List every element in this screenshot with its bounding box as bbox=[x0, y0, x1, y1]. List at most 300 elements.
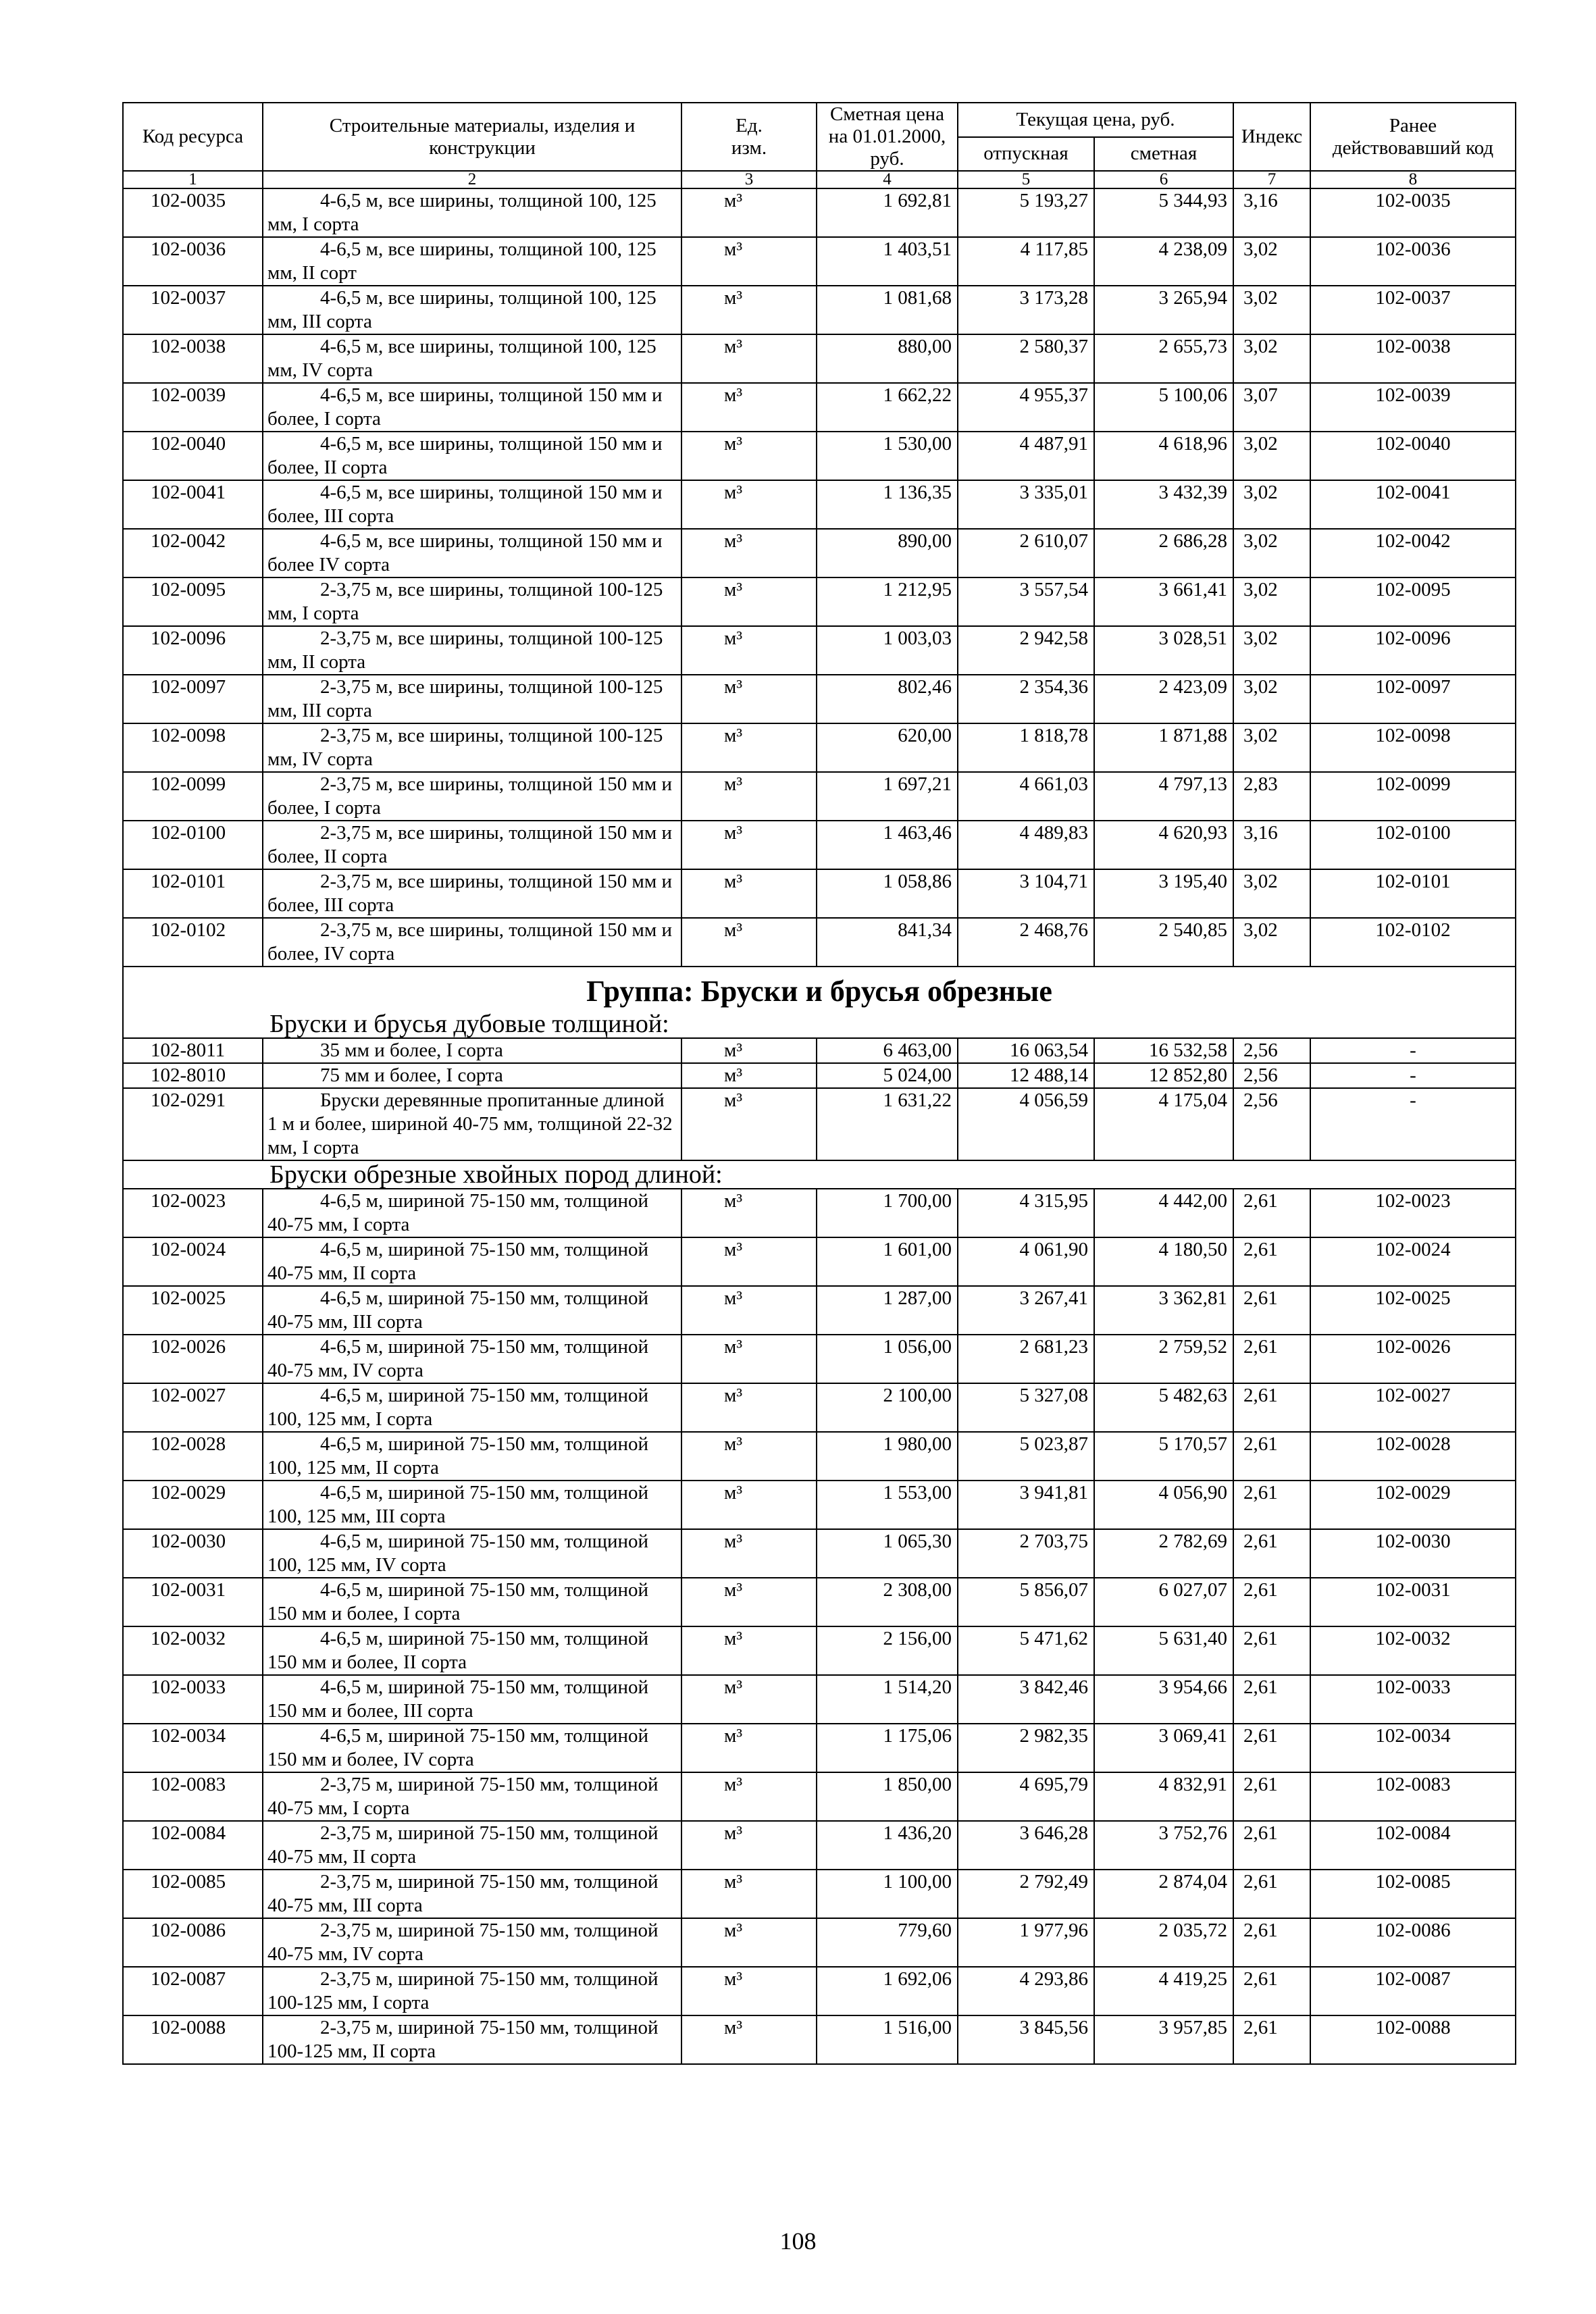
unit-of-measure: м³ bbox=[681, 1063, 817, 1088]
table-row bbox=[123, 675, 1516, 723]
material-description: 2-3,75 м, шириной 75-150 мм, толщиной 40-75 мм, III сорта bbox=[263, 1870, 681, 1918]
estimate-price-2000: 1 136,35 bbox=[817, 480, 958, 529]
table-row bbox=[123, 1063, 1516, 1088]
price-index: 3,16 bbox=[1233, 821, 1310, 869]
price-index: 3,02 bbox=[1233, 529, 1310, 577]
table-row bbox=[123, 723, 1516, 772]
estimate-price: 6 027,07 bbox=[1094, 1578, 1233, 1626]
estimate-price-2000: 802,46 bbox=[817, 675, 958, 723]
estimate-price: 2 423,09 bbox=[1094, 675, 1233, 723]
table-row bbox=[123, 918, 1516, 967]
table-row bbox=[123, 334, 1516, 383]
material-description: 4-6,5 м, все ширины, толщиной 150 мм и более, I сорта bbox=[263, 383, 681, 432]
resource-code: 102-0291 bbox=[123, 1088, 263, 1160]
header-column-numbers bbox=[123, 171, 1516, 188]
material-description: 2-3,75 м, все ширины, толщиной 150 мм и более, I сорта bbox=[263, 772, 681, 821]
material-description: 4-6,5 м, все ширины, толщиной 100, 125 мм, II сорт bbox=[263, 237, 681, 286]
material-description: 2-3,75 м, шириной 75-150 мм, толщиной 40-75 мм, IV сорта bbox=[263, 1918, 681, 1967]
previous-code: 102-0036 bbox=[1310, 237, 1516, 286]
estimate-price: 4 175,04 bbox=[1094, 1088, 1233, 1160]
resource-code: 102-0099 bbox=[123, 772, 263, 821]
estimate-price: 2 035,72 bbox=[1094, 1918, 1233, 1967]
price-index: 2,61 bbox=[1233, 1626, 1310, 1675]
price-index: 3,16 bbox=[1233, 188, 1310, 237]
price-index: 2,61 bbox=[1233, 1286, 1310, 1335]
estimate-price-2000: 1 516,00 bbox=[817, 2015, 958, 2064]
estimate-price-2000: 2 100,00 bbox=[817, 1383, 958, 1432]
material-description: 2-3,75 м, шириной 75-150 мм, толщиной 40-75 мм, I сорта bbox=[263, 1772, 681, 1821]
wholesale-price: 5 327,08 bbox=[958, 1383, 1094, 1432]
price-index: 2,61 bbox=[1233, 1335, 1310, 1383]
price-index: 3,02 bbox=[1233, 577, 1310, 626]
wholesale-price: 5 856,07 bbox=[958, 1578, 1094, 1626]
estimate-price: 1 871,88 bbox=[1094, 723, 1233, 772]
estimate-price: 4 419,25 bbox=[1094, 1967, 1233, 2015]
wholesale-price: 3 557,54 bbox=[958, 577, 1094, 626]
price-index: 3,02 bbox=[1233, 237, 1310, 286]
unit-of-measure: м³ bbox=[681, 675, 817, 723]
resource-code: 102-0088 bbox=[123, 2015, 263, 2064]
material-description: Бруски деревянные пропитанные длиной 1 м и более, шириной 40-75 мм, толщиной 22-32 мм, I сорта bbox=[263, 1088, 681, 1160]
wholesale-price: 12 488,14 bbox=[958, 1063, 1094, 1088]
column-number: 6 bbox=[1094, 171, 1233, 188]
resource-code: 102-8010 bbox=[123, 1063, 263, 1088]
table-row bbox=[123, 577, 1516, 626]
unit-of-measure: м³ bbox=[681, 383, 817, 432]
resource-code: 102-0029 bbox=[123, 1481, 263, 1529]
wholesale-price: 2 580,37 bbox=[958, 334, 1094, 383]
price-index: 2,61 bbox=[1233, 1383, 1310, 1432]
unit-of-measure: м³ bbox=[681, 1724, 817, 1772]
unit-of-measure: м³ bbox=[681, 1286, 817, 1335]
estimate-price: 4 620,93 bbox=[1094, 821, 1233, 869]
wholesale-price: 4 117,85 bbox=[958, 237, 1094, 286]
material-description: 2-3,75 м, все ширины, толщиной 100-125 мм, IV сорта bbox=[263, 723, 681, 772]
unit-of-measure: м³ bbox=[681, 869, 817, 918]
resource-code: 102-0023 bbox=[123, 1189, 263, 1237]
resource-code: 102-0085 bbox=[123, 1870, 263, 1918]
resource-code: 102-0034 bbox=[123, 1724, 263, 1772]
wholesale-price: 3 845,56 bbox=[958, 2015, 1094, 2064]
estimate-price-2000: 1 692,81 bbox=[817, 188, 958, 237]
column-number: 2 bbox=[263, 171, 681, 188]
previous-code: 102-0084 bbox=[1310, 1821, 1516, 1870]
unit-of-measure: м³ bbox=[681, 1038, 817, 1063]
unit-of-measure: м³ bbox=[681, 188, 817, 237]
estimate-price: 3 028,51 bbox=[1094, 626, 1233, 675]
material-description: 4-6,5 м, все ширины, толщиной 100, 125 мм, I сорта bbox=[263, 188, 681, 237]
previous-code: 102-0042 bbox=[1310, 529, 1516, 577]
table-header bbox=[123, 103, 1516, 188]
resource-code: 102-0031 bbox=[123, 1578, 263, 1626]
material-description: 4-6,5 м, шириной 75-150 мм, толщиной 40-75 мм, III сорта bbox=[263, 1286, 681, 1335]
material-description: 2-3,75 м, все ширины, толщиной 150 мм и более, III сорта bbox=[263, 869, 681, 918]
header-index: Индекс bbox=[1233, 103, 1310, 171]
table-row bbox=[123, 2015, 1516, 2064]
previous-code: 102-0031 bbox=[1310, 1578, 1516, 1626]
estimate-price-2000: 1 662,22 bbox=[817, 383, 958, 432]
resource-code: 102-0036 bbox=[123, 237, 263, 286]
estimate-price-2000: 1 850,00 bbox=[817, 1772, 958, 1821]
estimate-price-2000: 1 697,21 bbox=[817, 772, 958, 821]
price-index: 2,61 bbox=[1233, 2015, 1310, 2064]
price-index: 3,02 bbox=[1233, 432, 1310, 480]
estimate-price: 4 180,50 bbox=[1094, 1237, 1233, 1286]
price-index: 2,61 bbox=[1233, 1967, 1310, 2015]
wholesale-price: 2 942,58 bbox=[958, 626, 1094, 675]
unit-of-measure: м³ bbox=[681, 1481, 817, 1529]
subgroup-conifer-title: Бруски обрезные хвойных пород длиной: bbox=[123, 1160, 1516, 1189]
table-row bbox=[123, 1237, 1516, 1286]
unit-of-measure: м³ bbox=[681, 1772, 817, 1821]
material-description: 4-6,5 м, шириной 75-150 мм, толщиной 150 мм и более, III сорта bbox=[263, 1675, 681, 1724]
previous-code: 102-0099 bbox=[1310, 772, 1516, 821]
header-wholesale: отпускная bbox=[958, 137, 1094, 172]
price-index: 2,61 bbox=[1233, 1481, 1310, 1529]
resource-code: 102-0102 bbox=[123, 918, 263, 967]
table-row bbox=[123, 1189, 1516, 1237]
resource-code: 102-0084 bbox=[123, 1821, 263, 1870]
estimate-price-2000: 1 553,00 bbox=[817, 1481, 958, 1529]
price-index: 2,56 bbox=[1233, 1063, 1310, 1088]
unit-of-measure: м³ bbox=[681, 1237, 817, 1286]
resource-code: 102-0032 bbox=[123, 1626, 263, 1675]
previous-code: 102-0083 bbox=[1310, 1772, 1516, 1821]
previous-code: 102-0095 bbox=[1310, 577, 1516, 626]
previous-code: - bbox=[1310, 1088, 1516, 1160]
previous-code: 102-0101 bbox=[1310, 869, 1516, 918]
table-row bbox=[123, 1088, 1516, 1160]
estimate-price-2000: 5 024,00 bbox=[817, 1063, 958, 1088]
price-index: 2,61 bbox=[1233, 1529, 1310, 1578]
table-row bbox=[123, 626, 1516, 675]
wholesale-price: 3 646,28 bbox=[958, 1821, 1094, 1870]
price-index: 3,02 bbox=[1233, 334, 1310, 383]
unit-of-measure: м³ bbox=[681, 237, 817, 286]
previous-code: 102-0098 bbox=[1310, 723, 1516, 772]
estimate-price: 4 797,13 bbox=[1094, 772, 1233, 821]
unit-of-measure: м³ bbox=[681, 1529, 817, 1578]
price-index: 3,02 bbox=[1233, 626, 1310, 675]
wholesale-price: 2 982,35 bbox=[958, 1724, 1094, 1772]
previous-code: 102-0041 bbox=[1310, 480, 1516, 529]
estimate-price: 5 344,93 bbox=[1094, 188, 1233, 237]
unit-of-measure: м³ bbox=[681, 1578, 817, 1626]
wholesale-price: 4 061,90 bbox=[958, 1237, 1094, 1286]
unit-of-measure: м³ bbox=[681, 2015, 817, 2064]
unit-of-measure: м³ bbox=[681, 1088, 817, 1160]
group-title: Группа: Бруски и брусья обрезные bbox=[123, 967, 1516, 1010]
material-description: 2-3,75 м, все ширины, толщиной 150 мм и более, IV сорта bbox=[263, 918, 681, 967]
estimate-price: 3 265,94 bbox=[1094, 286, 1233, 334]
header-previous-code: Ранее действовавший код bbox=[1310, 103, 1516, 171]
header-estimate: сметная bbox=[1094, 137, 1233, 172]
table-row bbox=[123, 1286, 1516, 1335]
price-index: 2,61 bbox=[1233, 1578, 1310, 1626]
wholesale-price: 4 056,59 bbox=[958, 1088, 1094, 1160]
estimate-price-2000: 1 065,30 bbox=[817, 1529, 958, 1578]
wholesale-price: 2 681,23 bbox=[958, 1335, 1094, 1383]
estimate-price: 3 661,41 bbox=[1094, 577, 1233, 626]
unit-of-measure: м³ bbox=[681, 1870, 817, 1918]
wholesale-price: 3 941,81 bbox=[958, 1481, 1094, 1529]
estimate-price: 12 852,80 bbox=[1094, 1063, 1233, 1088]
price-index: 2,61 bbox=[1233, 1772, 1310, 1821]
unit-of-measure: м³ bbox=[681, 577, 817, 626]
estimate-price: 4 442,00 bbox=[1094, 1189, 1233, 1237]
material-description: 4-6,5 м, все ширины, толщиной 100, 125 мм, IV сорта bbox=[263, 334, 681, 383]
material-description: 4-6,5 м, все ширины, толщиной 150 мм и более, II сорта bbox=[263, 432, 681, 480]
unit-of-measure: м³ bbox=[681, 1189, 817, 1237]
resource-code: 102-0087 bbox=[123, 1967, 263, 2015]
material-description: 4-6,5 м, шириной 75-150 мм, толщиной 40-75 мм, IV сорта bbox=[263, 1335, 681, 1383]
column-number: 5 bbox=[958, 171, 1094, 188]
table-row bbox=[123, 1432, 1516, 1481]
previous-code: 102-0100 bbox=[1310, 821, 1516, 869]
table-row bbox=[123, 1578, 1516, 1626]
material-description: 75 мм и более, I сорта bbox=[263, 1063, 681, 1088]
resource-code: 102-0035 bbox=[123, 188, 263, 237]
header-current-price: Текущая цена, руб. bbox=[958, 103, 1233, 137]
price-index: 2,61 bbox=[1233, 1432, 1310, 1481]
resource-code: 102-0042 bbox=[123, 529, 263, 577]
wholesale-price: 3 335,01 bbox=[958, 480, 1094, 529]
estimate-price-2000: 880,00 bbox=[817, 334, 958, 383]
estimate-price-2000: 1 980,00 bbox=[817, 1432, 958, 1481]
previous-code: 102-0025 bbox=[1310, 1286, 1516, 1335]
unit-of-measure: м³ bbox=[681, 480, 817, 529]
previous-code: 102-0026 bbox=[1310, 1335, 1516, 1383]
column-number: 7 bbox=[1233, 171, 1310, 188]
wholesale-price: 2 610,07 bbox=[958, 529, 1094, 577]
previous-code: 102-0023 bbox=[1310, 1189, 1516, 1237]
estimate-price-2000: 1 287,00 bbox=[817, 1286, 958, 1335]
previous-code: 102-0033 bbox=[1310, 1675, 1516, 1724]
resource-code: 102-0095 bbox=[123, 577, 263, 626]
price-index: 2,83 bbox=[1233, 772, 1310, 821]
estimate-price-2000: 1 058,86 bbox=[817, 869, 958, 918]
column-number: 4 bbox=[817, 171, 958, 188]
table-row bbox=[123, 480, 1516, 529]
price-index: 2,61 bbox=[1233, 1237, 1310, 1286]
rows-top bbox=[123, 188, 1516, 967]
column-number: 8 bbox=[1310, 171, 1516, 188]
material-description: 2-3,75 м, все ширины, толщиной 100-125 мм, II сорта bbox=[263, 626, 681, 675]
estimate-price-2000: 1 100,00 bbox=[817, 1870, 958, 1918]
page-number: 108 bbox=[779, 2228, 817, 2255]
rows-oak bbox=[123, 1038, 1516, 1160]
price-index: 2,61 bbox=[1233, 1675, 1310, 1724]
wholesale-price: 3 104,71 bbox=[958, 869, 1094, 918]
resource-code: 102-0097 bbox=[123, 675, 263, 723]
estimate-price: 5 482,63 bbox=[1094, 1383, 1233, 1432]
estimate-price-2000: 6 463,00 bbox=[817, 1038, 958, 1063]
material-description: 2-3,75 м, все ширины, толщиной 100-125 мм, I сорта bbox=[263, 577, 681, 626]
wholesale-price: 16 063,54 bbox=[958, 1038, 1094, 1063]
previous-code: 102-0037 bbox=[1310, 286, 1516, 334]
previous-code: - bbox=[1310, 1038, 1516, 1063]
price-index: 2,61 bbox=[1233, 1821, 1310, 1870]
subgroup-oak-title: Бруски и брусья дубовые толщиной: bbox=[123, 1010, 1516, 1038]
previous-code: 102-0087 bbox=[1310, 1967, 1516, 2015]
estimate-price-2000: 1 175,06 bbox=[817, 1724, 958, 1772]
estimate-price-2000: 1 212,95 bbox=[817, 577, 958, 626]
estimate-price: 5 100,06 bbox=[1094, 383, 1233, 432]
previous-code: 102-0035 bbox=[1310, 188, 1516, 237]
wholesale-price: 4 487,91 bbox=[958, 432, 1094, 480]
estimate-price: 3 752,76 bbox=[1094, 1821, 1233, 1870]
table-row bbox=[123, 772, 1516, 821]
material-description: 2-3,75 м, шириной 75-150 мм, толщиной 40-75 мм, II сорта bbox=[263, 1821, 681, 1870]
previous-code: 102-0038 bbox=[1310, 334, 1516, 383]
previous-code: 102-0086 bbox=[1310, 1918, 1516, 1967]
estimate-price-2000: 620,00 bbox=[817, 723, 958, 772]
table-row bbox=[123, 869, 1516, 918]
estimate-price-2000: 1 700,00 bbox=[817, 1189, 958, 1237]
table-row bbox=[123, 1967, 1516, 2015]
table-row bbox=[123, 1821, 1516, 1870]
previous-code: 102-0030 bbox=[1310, 1529, 1516, 1578]
previous-code: 102-0028 bbox=[1310, 1432, 1516, 1481]
resource-code: 102-0041 bbox=[123, 480, 263, 529]
estimate-price: 4 238,09 bbox=[1094, 237, 1233, 286]
table-row bbox=[123, 1626, 1516, 1675]
wholesale-price: 1 977,96 bbox=[958, 1918, 1094, 1967]
material-description: 4-6,5 м, шириной 75-150 мм, толщиной 100, 125 мм, I сорта bbox=[263, 1383, 681, 1432]
wholesale-price: 1 818,78 bbox=[958, 723, 1094, 772]
material-description: 4-6,5 м, шириной 75-150 мм, толщиной 100, 125 мм, III сорта bbox=[263, 1481, 681, 1529]
column-number: 3 bbox=[681, 171, 817, 188]
estimate-price: 3 195,40 bbox=[1094, 869, 1233, 918]
unit-of-measure: м³ bbox=[681, 626, 817, 675]
group-section bbox=[123, 967, 1516, 1038]
estimate-price-2000: 1 601,00 bbox=[817, 1237, 958, 1286]
price-index: 2,61 bbox=[1233, 1724, 1310, 1772]
material-description: 4-6,5 м, шириной 75-150 мм, толщиной 100, 125 мм, II сорта bbox=[263, 1432, 681, 1481]
table-row bbox=[123, 1918, 1516, 1967]
table-row bbox=[123, 1724, 1516, 1772]
estimate-price-2000: 1 514,20 bbox=[817, 1675, 958, 1724]
table-row bbox=[123, 1038, 1516, 1063]
wholesale-price: 2 354,36 bbox=[958, 675, 1094, 723]
resource-code: 102-0026 bbox=[123, 1335, 263, 1383]
wholesale-price: 3 173,28 bbox=[958, 286, 1094, 334]
estimate-price-2000: 1 436,20 bbox=[817, 1821, 958, 1870]
table-row bbox=[123, 1870, 1516, 1918]
material-description: 2-3,75 м, все ширины, толщиной 150 мм и более, II сорта bbox=[263, 821, 681, 869]
estimate-price: 2 540,85 bbox=[1094, 918, 1233, 967]
table-row bbox=[123, 1383, 1516, 1432]
estimate-price: 4 832,91 bbox=[1094, 1772, 1233, 1821]
previous-code: 102-0029 bbox=[1310, 1481, 1516, 1529]
price-table bbox=[122, 102, 1516, 2065]
table-row bbox=[123, 237, 1516, 286]
header-code: Код ресурса bbox=[123, 103, 263, 171]
estimate-price-2000: 2 308,00 bbox=[817, 1578, 958, 1626]
material-description: 4-6,5 м, шириной 75-150 мм, толщиной 40-75 мм, II сорта bbox=[263, 1237, 681, 1286]
material-description: 2-3,75 м, все ширины, толщиной 100-125 мм, III сорта bbox=[263, 675, 681, 723]
resource-code: 102-0083 bbox=[123, 1772, 263, 1821]
unit-of-measure: м³ bbox=[681, 918, 817, 967]
resource-code: 102-0027 bbox=[123, 1383, 263, 1432]
material-description: 2-3,75 м, шириной 75-150 мм, толщиной 100-125 мм, II сорта bbox=[263, 2015, 681, 2064]
material-description: 4-6,5 м, шириной 75-150 мм, толщиной 40-75 мм, I сорта bbox=[263, 1189, 681, 1237]
wholesale-price: 4 489,83 bbox=[958, 821, 1094, 869]
header-materials: Строительные материалы, изделия и конструкции bbox=[263, 103, 681, 171]
material-description: 35 мм и более, I сорта bbox=[263, 1038, 681, 1063]
resource-code: 102-0037 bbox=[123, 286, 263, 334]
resource-code: 102-0098 bbox=[123, 723, 263, 772]
previous-code: 102-0032 bbox=[1310, 1626, 1516, 1675]
wholesale-price: 4 955,37 bbox=[958, 383, 1094, 432]
wholesale-price: 2 468,76 bbox=[958, 918, 1094, 967]
previous-code: 102-0034 bbox=[1310, 1724, 1516, 1772]
resource-code: 102-8011 bbox=[123, 1038, 263, 1063]
previous-code: 102-0085 bbox=[1310, 1870, 1516, 1918]
previous-code: 102-0040 bbox=[1310, 432, 1516, 480]
unit-of-measure: м³ bbox=[681, 821, 817, 869]
material-description: 4-6,5 м, шириной 75-150 мм, толщиной 150 мм и более, II сорта bbox=[263, 1626, 681, 1675]
resource-code: 102-0038 bbox=[123, 334, 263, 383]
estimate-price-2000: 1 056,00 bbox=[817, 1335, 958, 1383]
unit-of-measure: м³ bbox=[681, 1432, 817, 1481]
table-row bbox=[123, 1335, 1516, 1383]
previous-code: - bbox=[1310, 1063, 1516, 1088]
header-unit: Ед. изм. bbox=[681, 103, 817, 171]
estimate-price: 3 069,41 bbox=[1094, 1724, 1233, 1772]
estimate-price: 2 782,69 bbox=[1094, 1529, 1233, 1578]
material-description: 4-6,5 м, шириной 75-150 мм, толщиной 150 мм и более, IV сорта bbox=[263, 1724, 681, 1772]
table-row bbox=[123, 529, 1516, 577]
wholesale-price: 3 842,46 bbox=[958, 1675, 1094, 1724]
previous-code: 102-0024 bbox=[1310, 1237, 1516, 1286]
conifer-section bbox=[123, 1160, 1516, 1189]
table-row bbox=[123, 821, 1516, 869]
estimate-price-2000: 1 403,51 bbox=[817, 237, 958, 286]
resource-code: 102-0100 bbox=[123, 821, 263, 869]
wholesale-price: 5 193,27 bbox=[958, 188, 1094, 237]
unit-of-measure: м³ bbox=[681, 1967, 817, 2015]
previous-code: 102-0096 bbox=[1310, 626, 1516, 675]
estimate-price: 5 631,40 bbox=[1094, 1626, 1233, 1675]
table-row bbox=[123, 286, 1516, 334]
price-index: 3,02 bbox=[1233, 869, 1310, 918]
estimate-price: 2 759,52 bbox=[1094, 1335, 1233, 1383]
price-index: 3,02 bbox=[1233, 286, 1310, 334]
resource-code: 102-0025 bbox=[123, 1286, 263, 1335]
unit-of-measure: м³ bbox=[681, 1821, 817, 1870]
price-index: 2,61 bbox=[1233, 1870, 1310, 1918]
column-number: 1 bbox=[123, 171, 263, 188]
estimate-price: 3 432,39 bbox=[1094, 480, 1233, 529]
table-row bbox=[123, 1481, 1516, 1529]
table-row bbox=[123, 1675, 1516, 1724]
price-index: 3,02 bbox=[1233, 675, 1310, 723]
wholesale-price: 2 792,49 bbox=[958, 1870, 1094, 1918]
resource-code: 102-0024 bbox=[123, 1237, 263, 1286]
table-row bbox=[123, 1529, 1516, 1578]
unit-of-measure: м³ bbox=[681, 1383, 817, 1432]
wholesale-price: 4 315,95 bbox=[958, 1189, 1094, 1237]
previous-code: 102-0039 bbox=[1310, 383, 1516, 432]
material-description: 4-6,5 м, все ширины, толщиной 150 мм и более, III сорта bbox=[263, 480, 681, 529]
price-index: 3,07 bbox=[1233, 383, 1310, 432]
estimate-price: 3 954,66 bbox=[1094, 1675, 1233, 1724]
estimate-price: 5 170,57 bbox=[1094, 1432, 1233, 1481]
table-row bbox=[123, 1772, 1516, 1821]
estimate-price: 4 056,90 bbox=[1094, 1481, 1233, 1529]
price-index: 2,61 bbox=[1233, 1189, 1310, 1237]
